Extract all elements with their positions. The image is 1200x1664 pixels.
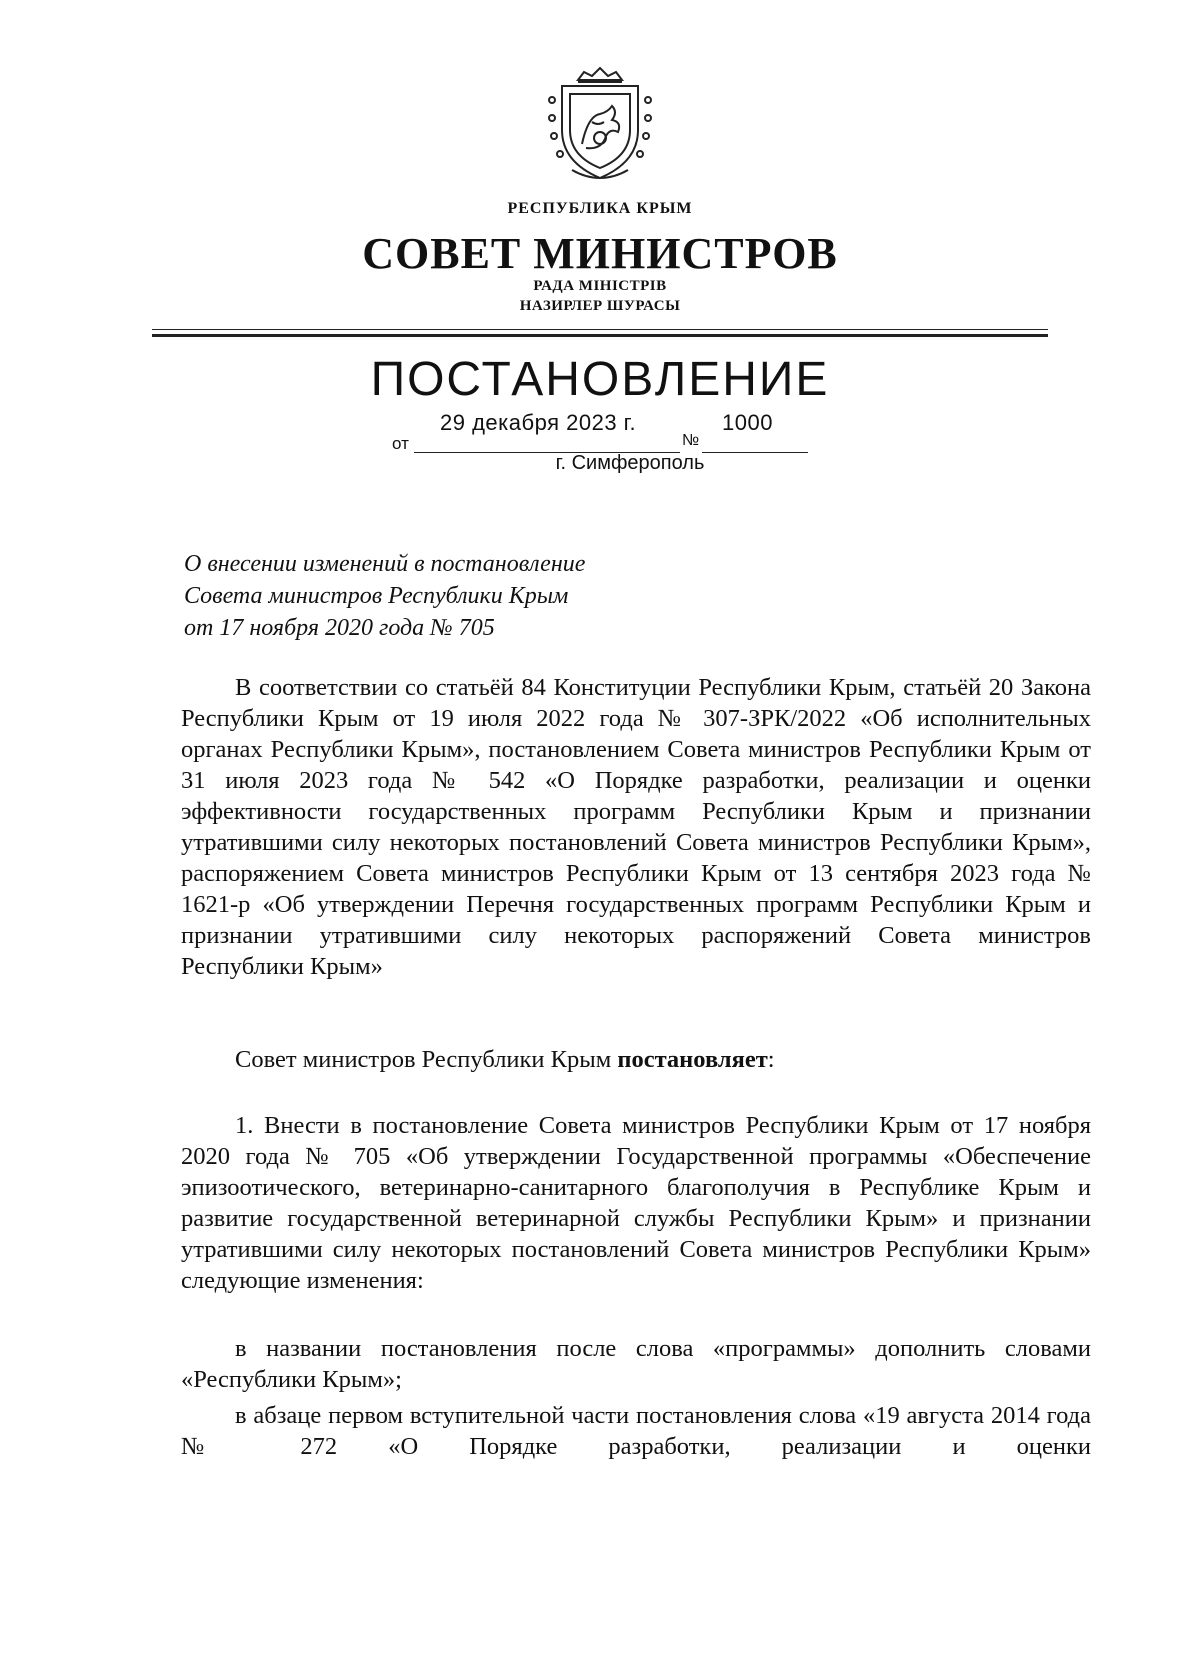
number-label: №: [682, 432, 700, 449]
subject-line: Совета министров Республики Крым: [184, 583, 569, 609]
resolution-text: [181, 1044, 1091, 1075]
resolution-suffix: :: [767, 1046, 775, 1073]
document-type-title: ПОСТАНОВЛЕНИЕ: [370, 353, 830, 406]
amendment-preamble-paragraph: [181, 1400, 1091, 1462]
clause-1-text: 1. Внести в постановление Совета министров Республики Крым от 17 ноября 2020 года № 705 «Об утверждении Государственной программы «Обеспечение эпизоотического, ветеринарно-санитарного благополучия в Республике Крым и развитие государственной ветеринарной службы Республики Крым» и признании утратившими силу некоторых постановлений Совета министров Республики Крым» следующие изменения:: [181, 1112, 1091, 1294]
council-title-ukrainian: РАДА МІНІСТРІВ: [533, 278, 667, 294]
header-divider-thick: [152, 334, 1048, 337]
header-divider-thin: [152, 329, 1048, 330]
document-date: 29 декабря 2023 г.: [440, 410, 637, 435]
coat-of-arms-emblem: [548, 66, 652, 186]
document-subject: [184, 548, 585, 644]
amendment-title-paragraph: [181, 1333, 1091, 1395]
document-number: 1000: [722, 410, 773, 435]
resolution-keyword: постановляет: [617, 1046, 768, 1073]
resolution-statement: [181, 1044, 1091, 1075]
date-prefix-label: от: [392, 434, 409, 453]
council-title-crimean-tatar: НАЗИРЛЕР ШУРАСЫ: [519, 298, 681, 314]
preamble-text: В соответствии со статьёй 84 Конституции Республики Крым, статьёй 20 Закона Республики Крым от 19 июля 2022 года № 307-ЗРК/2022 «Об исполнительных органах Республики Крым», постановлением Совета министров Республики Крым от 31 июля 2023 года № 542 «О Порядке разработки, реализации и оценки эффективности государственных программ Республики Крым и признании утратившими силу некоторых постановлений Совета министров Республики Крым», распоряжением Совета министров Республики Крым от 13 сентября 2023 года № 1621-р «Об утверждении Перечня государственных программ Республики Крым и признании утратившими силу некоторых распоряжений Совета министров Республики Крым»: [181, 674, 1091, 980]
republic-name: РЕСПУБЛИКА КРЫМ: [507, 200, 693, 217]
amendment-title-text: в названии постановления после слова «программы» дополнить словами «Республики Крым»;: [181, 1335, 1091, 1393]
resolution-prefix: Совет министров Республики Крым: [235, 1046, 618, 1073]
amendment-preamble-text: в абзаце первом вступительной части постановления слова «19 августа 2014 года № 272 «О Порядке разработки, реализации и оценки: [181, 1402, 1091, 1460]
city-name: г. Симферополь: [555, 452, 705, 474]
clause-1-paragraph: [181, 1110, 1091, 1296]
preamble-paragraph: [181, 672, 1091, 982]
subject-line: О внесении изменений в постановление: [184, 551, 586, 577]
council-title: СОВЕТ МИНИСТРОВ: [362, 229, 838, 278]
subject-line: от 17 ноября 2020 года № 705: [184, 615, 495, 641]
